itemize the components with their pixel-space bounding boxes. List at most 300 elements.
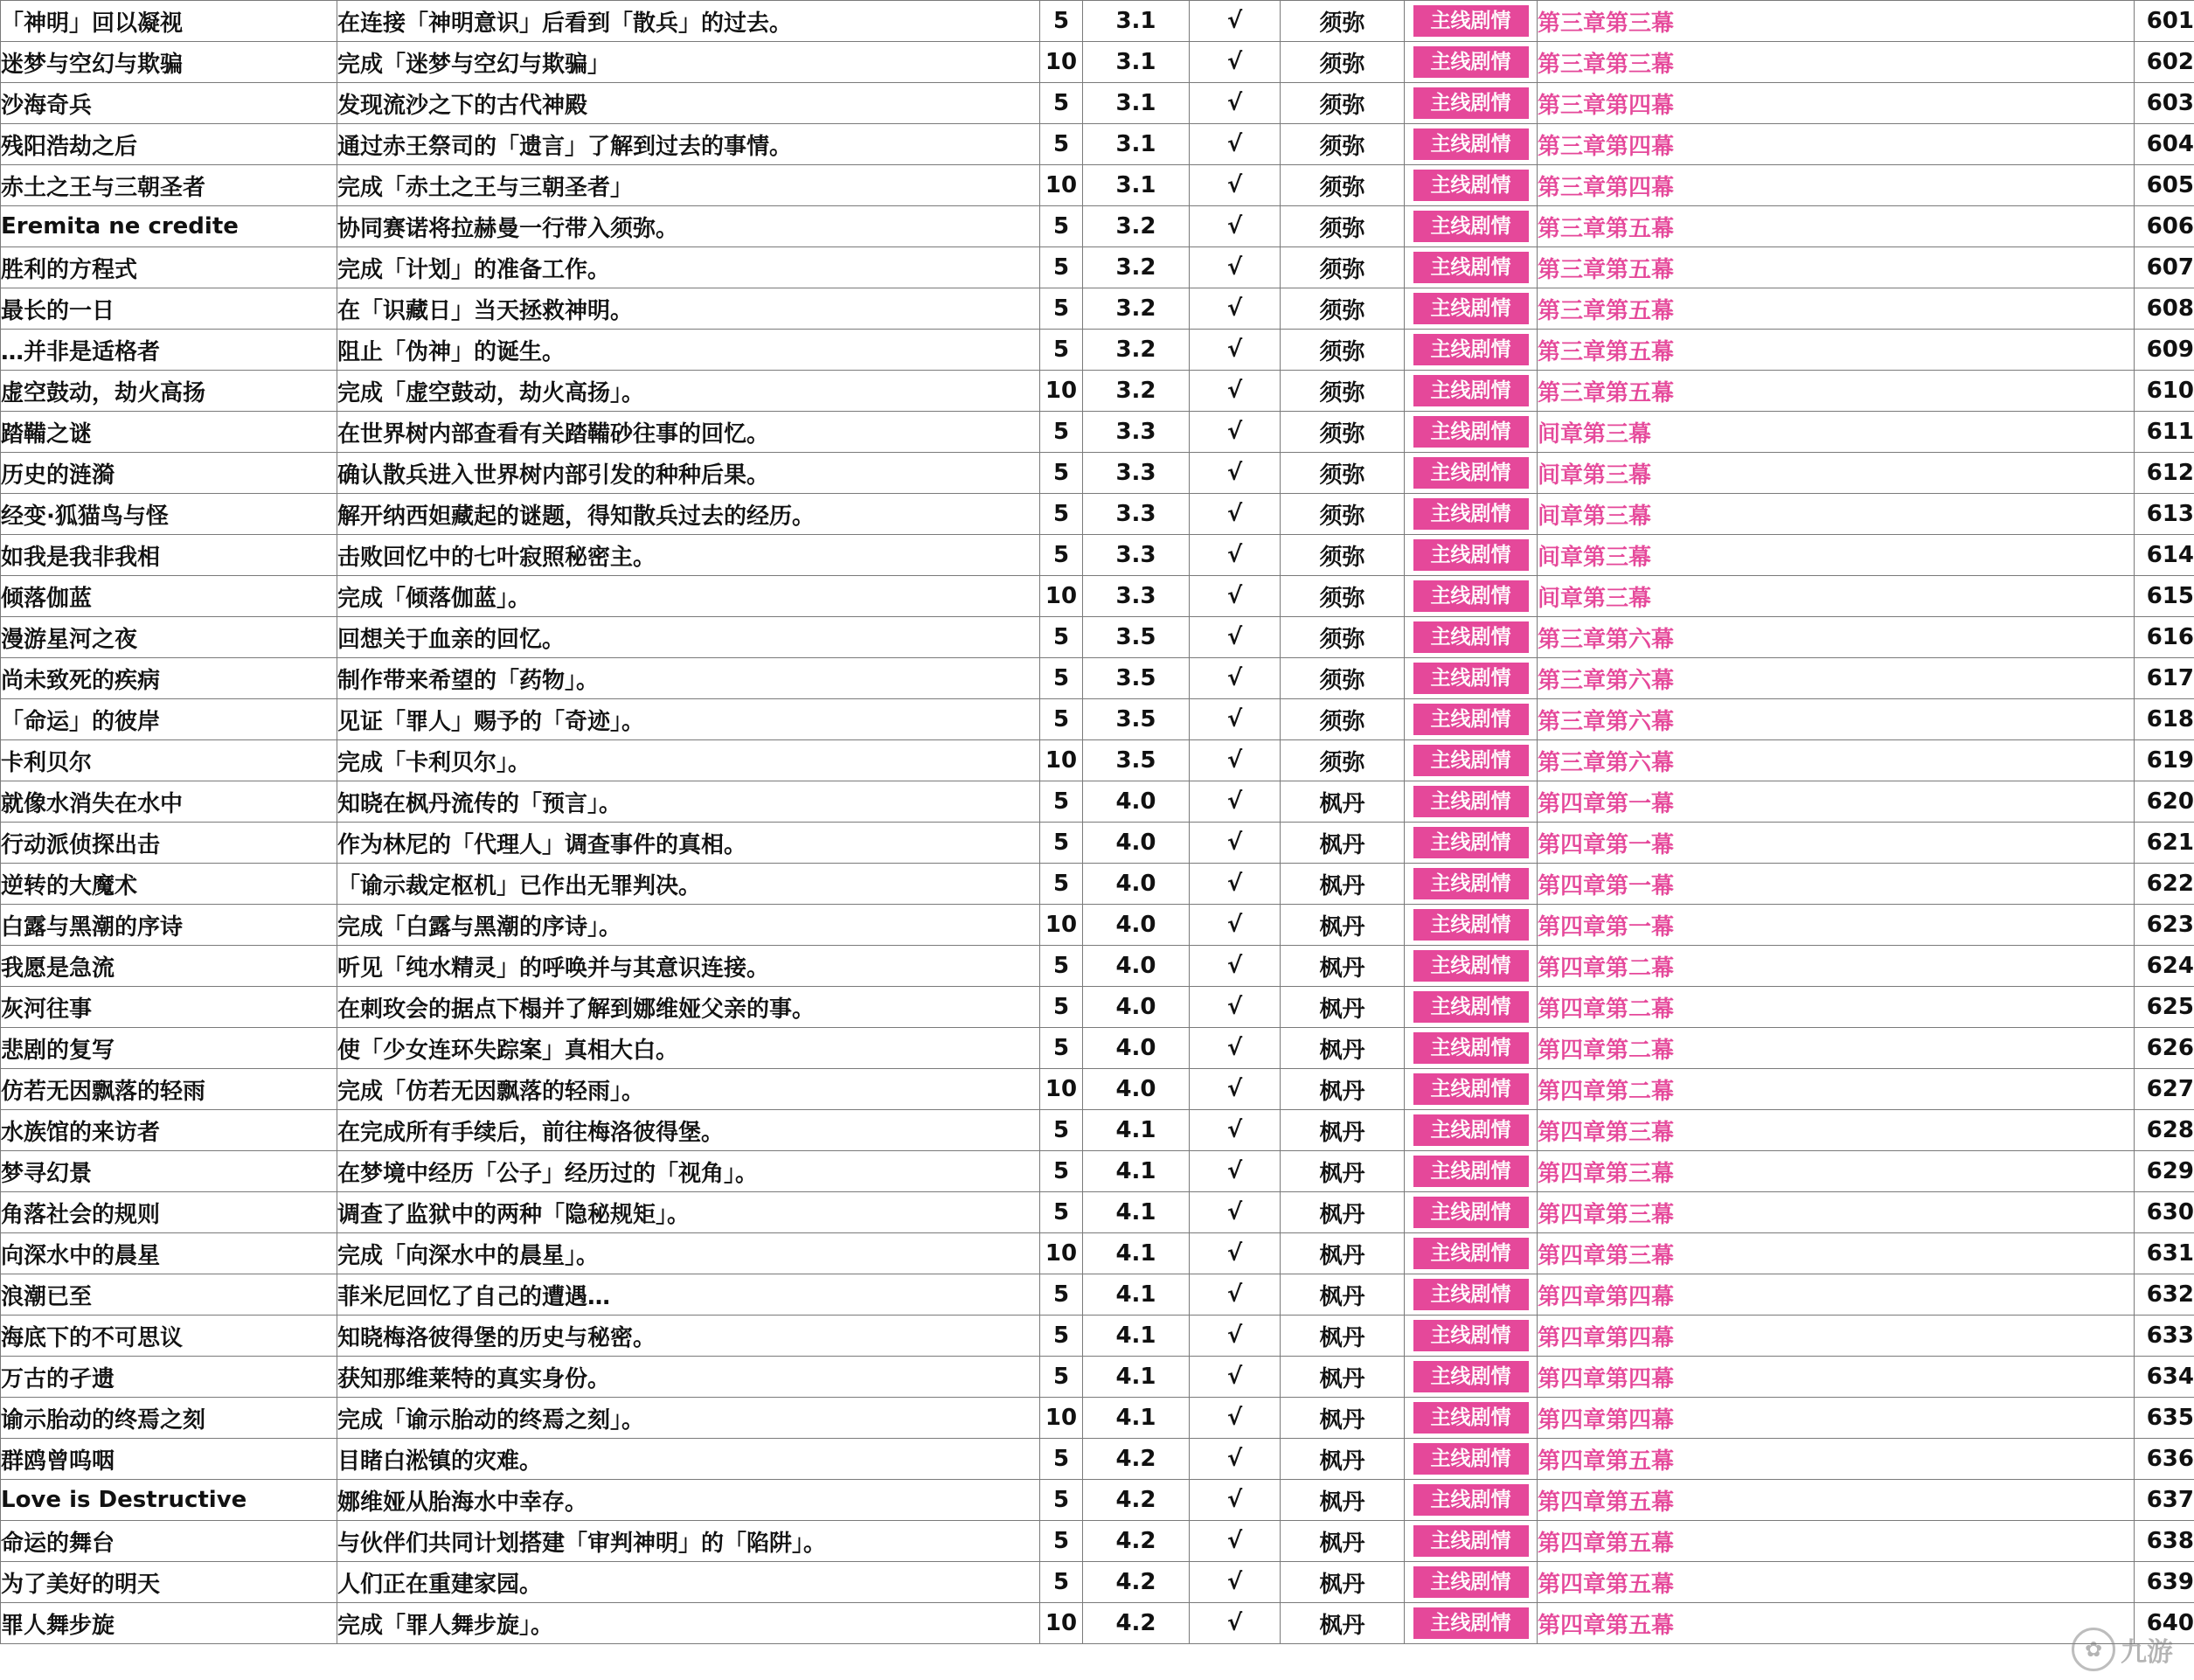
version: 4.2 [1083,1439,1190,1480]
region: 须弥 [1281,535,1405,576]
version: 4.2 [1083,1562,1190,1603]
achievement-id: 623 [2135,905,2194,946]
table-row [1,823,2194,864]
primogem-reward: 5 [1040,1357,1083,1398]
completed-check: √ [1190,535,1281,576]
achievement-description: 协同赛诺将拉赫曼一行带入须弥。 [337,206,1040,247]
achievement-description: 在完成所有手续后，前往梅洛彼得堡。 [337,1110,1040,1151]
quest-type-cell [1405,412,1538,453]
chapter: 第四章第四幕 [1538,1274,2135,1316]
primogem-reward: 5 [1040,781,1083,823]
table-row [1,1151,2194,1192]
version: 3.5 [1083,699,1190,740]
version: 4.2 [1083,1603,1190,1644]
achievement-description: 作为林尼的「代理人」调查事件的真相。 [337,823,1040,864]
version: 3.3 [1083,453,1190,494]
primogem-reward: 5 [1040,1110,1083,1151]
achievement-id: 619 [2135,740,2194,781]
quest-type-cell [1405,165,1538,206]
achievement-name: Eremita ne credite [1,206,337,247]
region: 枫丹 [1281,1028,1405,1069]
completed-check: √ [1190,1,1281,42]
primogem-reward: 5 [1040,617,1083,658]
achievement-description: 人们正在重建家园。 [337,1562,1040,1603]
achievement-id: 602 [2135,42,2194,83]
achievement-description: 与伙伴们共同计划搭建「审判神明」的「陷阱」。 [337,1521,1040,1562]
chapter: 第三章第五幕 [1538,288,2135,330]
primogem-reward: 10 [1040,42,1083,83]
primogem-reward: 5 [1040,453,1083,494]
quest-type-cell [1405,946,1538,987]
quest-type-cell [1405,247,1538,288]
region: 枫丹 [1281,864,1405,905]
quest-type-tag: 主线剧情 [1413,580,1529,612]
quest-type-cell [1405,1069,1538,1110]
achievement-description: 「谕示裁定枢机」已作出无罪判决。 [337,864,1040,905]
achievement-name: 赤土之王与三朝圣者 [1,165,337,206]
region: 枫丹 [1281,1521,1405,1562]
achievement-id: 604 [2135,124,2194,165]
completed-check: √ [1190,206,1281,247]
quest-type-cell [1405,206,1538,247]
primogem-reward: 5 [1040,247,1083,288]
primogem-reward: 10 [1040,165,1083,206]
achievement-id: 632 [2135,1274,2194,1316]
table-row [1,1028,2194,1069]
primogem-reward: 5 [1040,124,1083,165]
quest-type-cell [1405,1480,1538,1521]
quest-type-tag: 主线剧情 [1413,5,1529,37]
completed-check: √ [1190,946,1281,987]
table-row [1,946,2194,987]
achievement-description: 完成「谕示胎动的终焉之刻」。 [337,1398,1040,1439]
version: 3.5 [1083,658,1190,699]
region: 枫丹 [1281,1562,1405,1603]
version: 3.5 [1083,617,1190,658]
region: 须弥 [1281,740,1405,781]
table-row [1,781,2194,823]
primogem-reward: 5 [1040,412,1083,453]
version: 4.1 [1083,1192,1190,1233]
achievement-name: 经变·狐猫鸟与怪 [1,494,337,535]
version: 3.1 [1083,124,1190,165]
achievement-description: 目睹白淞镇的灾难。 [337,1439,1040,1480]
version: 4.0 [1083,1069,1190,1110]
version: 3.2 [1083,206,1190,247]
achievement-description: 娜维娅从胎海水中幸存。 [337,1480,1040,1521]
achievement-id: 614 [2135,535,2194,576]
quest-type-tag: 主线剧情 [1413,1238,1529,1269]
achievement-description: 在梦境中经历「公子」经历过的「视角」。 [337,1151,1040,1192]
primogem-reward: 10 [1040,1398,1083,1439]
chapter: 第三章第四幕 [1538,83,2135,124]
completed-check: √ [1190,1192,1281,1233]
chapter: 第四章第三幕 [1538,1110,2135,1151]
region: 枫丹 [1281,1316,1405,1357]
primogem-reward: 5 [1040,494,1083,535]
completed-check: √ [1190,494,1281,535]
region: 须弥 [1281,658,1405,699]
quest-type-cell [1405,1357,1538,1398]
achievement-id: 615 [2135,576,2194,617]
completed-check: √ [1190,1439,1281,1480]
achievement-id: 622 [2135,864,2194,905]
region: 枫丹 [1281,1069,1405,1110]
region: 枫丹 [1281,1357,1405,1398]
version: 4.2 [1083,1521,1190,1562]
completed-check: √ [1190,1028,1281,1069]
achievement-name: 我愿是急流 [1,946,337,987]
quest-type-tag: 主线剧情 [1413,1114,1529,1146]
achievement-name: 行动派侦探出击 [1,823,337,864]
version: 4.0 [1083,864,1190,905]
achievement-id: 603 [2135,83,2194,124]
chapter: 第四章第五幕 [1538,1562,2135,1603]
quest-type-tag: 主线剧情 [1413,1032,1529,1064]
completed-check: √ [1190,864,1281,905]
quest-type-tag: 主线剧情 [1413,211,1529,242]
region: 须弥 [1281,206,1405,247]
quest-type-tag: 主线剧情 [1413,1607,1529,1639]
version: 4.1 [1083,1233,1190,1274]
quest-type-cell [1405,1,1538,42]
achievement-description: 完成「仿若无因飘落的轻雨」。 [337,1069,1040,1110]
quest-type-tag: 主线剧情 [1413,1443,1529,1475]
achievement-description: 完成「虚空鼓动，劫火高扬」。 [337,371,1040,412]
table-row [1,1603,2194,1644]
achievement-id: 612 [2135,453,2194,494]
primogem-reward: 5 [1040,535,1083,576]
version: 3.1 [1083,83,1190,124]
completed-check: √ [1190,1274,1281,1316]
table-row [1,412,2194,453]
chapter: 第四章第一幕 [1538,864,2135,905]
primogem-reward: 5 [1040,823,1083,864]
quest-type-cell [1405,658,1538,699]
achievement-description: 调查了监狱中的两种「隐秘规矩」。 [337,1192,1040,1233]
chapter: 第四章第一幕 [1538,905,2135,946]
achievement-id: 610 [2135,371,2194,412]
completed-check: √ [1190,1398,1281,1439]
achievement-description: 在世界树内部查看有关踏鞴砂往事的回忆。 [337,412,1040,453]
completed-check: √ [1190,1480,1281,1521]
completed-check: √ [1190,617,1281,658]
table-row [1,371,2194,412]
completed-check: √ [1190,1316,1281,1357]
achievement-description: 完成「计划」的准备工作。 [337,247,1040,288]
table-row [1,165,2194,206]
primogem-reward: 10 [1040,371,1083,412]
quest-type-tag: 主线剧情 [1413,1320,1529,1351]
quest-type-cell [1405,576,1538,617]
table-row [1,699,2194,740]
achievement-id: 633 [2135,1316,2194,1357]
quest-type-tag: 主线剧情 [1413,375,1529,406]
table-row [1,206,2194,247]
quest-type-tag: 主线剧情 [1413,991,1529,1023]
achievement-name: 迷梦与空幻与欺骗 [1,42,337,83]
achievement-description: 通过赤王祭司的「遗言」了解到过去的事情。 [337,124,1040,165]
quest-type-cell [1405,83,1538,124]
version: 3.1 [1083,42,1190,83]
completed-check: √ [1190,371,1281,412]
primogem-reward: 5 [1040,1480,1083,1521]
region: 枫丹 [1281,1398,1405,1439]
achievement-name: …并非是适格者 [1,330,337,371]
completed-check: √ [1190,699,1281,740]
version: 3.2 [1083,247,1190,288]
chapter: 第四章第一幕 [1538,781,2135,823]
quest-type-tag: 主线剧情 [1413,293,1529,324]
quest-type-cell [1405,617,1538,658]
table-row [1,1480,2194,1521]
table-row [1,617,2194,658]
achievement-id: 640 [2135,1603,2194,1644]
quest-type-cell [1405,1151,1538,1192]
chapter: 第四章第四幕 [1538,1316,2135,1357]
region: 枫丹 [1281,823,1405,864]
version: 4.0 [1083,1028,1190,1069]
quest-type-tag: 主线剧情 [1413,1566,1529,1598]
quest-type-cell [1405,42,1538,83]
achievement-name: 「神明」回以凝视 [1,1,337,42]
chapter: 第四章第二幕 [1538,987,2135,1028]
chapter: 第四章第五幕 [1538,1521,2135,1562]
quest-type-tag: 主线剧情 [1413,827,1529,858]
achievement-id: 616 [2135,617,2194,658]
achievement-id: 613 [2135,494,2194,535]
quest-type-cell [1405,535,1538,576]
achievement-name: 尚未致死的疾病 [1,658,337,699]
quest-type-tag: 主线剧情 [1413,334,1529,365]
quest-type-tag: 主线剧情 [1413,498,1529,530]
version: 3.2 [1083,288,1190,330]
achievement-id: 638 [2135,1521,2194,1562]
quest-type-cell [1405,124,1538,165]
quest-type-cell [1405,1316,1538,1357]
table-row [1,247,2194,288]
completed-check: √ [1190,1110,1281,1151]
primogem-reward: 10 [1040,576,1083,617]
table-row [1,453,2194,494]
chapter: 第四章第四幕 [1538,1357,2135,1398]
table-row [1,1274,2194,1316]
region: 枫丹 [1281,987,1405,1028]
table-row [1,576,2194,617]
quest-type-tag: 主线剧情 [1413,950,1529,982]
achievement-id: 631 [2135,1233,2194,1274]
chapter: 第四章第二幕 [1538,946,2135,987]
completed-check: √ [1190,165,1281,206]
achievement-name: 灰河往事 [1,987,337,1028]
completed-check: √ [1190,1151,1281,1192]
primogem-reward: 10 [1040,905,1083,946]
quest-type-tag: 主线剧情 [1413,1156,1529,1187]
quest-type-tag: 主线剧情 [1413,1073,1529,1105]
quest-type-cell [1405,1110,1538,1151]
quest-type-cell [1405,905,1538,946]
achievement-id: 609 [2135,330,2194,371]
version: 3.3 [1083,494,1190,535]
version: 4.1 [1083,1357,1190,1398]
region: 枫丹 [1281,1110,1405,1151]
achievement-name: 海底下的不可思议 [1,1316,337,1357]
achievement-name: Love is Destructive [1,1480,337,1521]
achievement-description: 在「识藏日」当天拯救神明。 [337,288,1040,330]
achievement-description: 完成「向深水中的晨星」。 [337,1233,1040,1274]
chapter: 第三章第六幕 [1538,658,2135,699]
achievement-description: 完成「卡利贝尔」。 [337,740,1040,781]
achievement-name: 向深水中的晨星 [1,1233,337,1274]
region: 须弥 [1281,83,1405,124]
quest-type-cell [1405,1562,1538,1603]
achievement-name: 梦寻幻景 [1,1151,337,1192]
completed-check: √ [1190,1233,1281,1274]
table-row [1,124,2194,165]
achievement-name: 仿若无因飘落的轻雨 [1,1069,337,1110]
quest-type-cell [1405,1233,1538,1274]
completed-check: √ [1190,330,1281,371]
achievement-id: 639 [2135,1562,2194,1603]
region: 枫丹 [1281,1480,1405,1521]
chapter: 第三章第五幕 [1538,330,2135,371]
quest-type-cell [1405,1439,1538,1480]
chapter: 间章第三幕 [1538,494,2135,535]
quest-type-cell [1405,1603,1538,1644]
quest-type-cell [1405,371,1538,412]
achievement-description: 菲米尼回忆了自己的遭遇… [337,1274,1040,1316]
chapter: 第三章第五幕 [1538,247,2135,288]
completed-check: √ [1190,1603,1281,1644]
completed-check: √ [1190,453,1281,494]
quest-type-tag: 主线剧情 [1413,1525,1529,1557]
achievement-description: 击败回忆中的七叶寂照秘密主。 [337,535,1040,576]
achievement-id: 636 [2135,1439,2194,1480]
region: 须弥 [1281,412,1405,453]
version: 4.1 [1083,1316,1190,1357]
achievement-description: 完成「罪人舞步旋」。 [337,1603,1040,1644]
version: 4.0 [1083,946,1190,987]
achievement-description: 见证「罪人」赐予的「奇迹」。 [337,699,1040,740]
achievement-name: 命运的舞台 [1,1521,337,1562]
version: 3.2 [1083,371,1190,412]
achievement-id: 627 [2135,1069,2194,1110]
completed-check: √ [1190,1562,1281,1603]
quest-type-tag: 主线剧情 [1413,1361,1529,1392]
achievement-rows [1,1,2194,1644]
achievement-name: 残阳浩劫之后 [1,124,337,165]
table-row [1,1,2194,42]
table-row [1,987,2194,1028]
region: 须弥 [1281,42,1405,83]
primogem-reward: 10 [1040,1069,1083,1110]
chapter: 第三章第六幕 [1538,617,2135,658]
completed-check: √ [1190,1069,1281,1110]
region: 须弥 [1281,124,1405,165]
primogem-reward: 5 [1040,1316,1083,1357]
quest-type-cell [1405,740,1538,781]
primogem-reward: 5 [1040,1274,1083,1316]
quest-type-cell [1405,1398,1538,1439]
version: 4.0 [1083,823,1190,864]
table-row [1,1069,2194,1110]
primogem-reward: 5 [1040,288,1083,330]
region: 须弥 [1281,453,1405,494]
region: 枫丹 [1281,1603,1405,1644]
achievement-name: 万古的孑遗 [1,1357,337,1398]
quest-type-tag: 主线剧情 [1413,786,1529,817]
chapter: 第四章第五幕 [1538,1480,2135,1521]
completed-check: √ [1190,781,1281,823]
quest-type-tag: 主线剧情 [1413,539,1529,571]
achievement-name: 为了美好的明天 [1,1562,337,1603]
primogem-reward: 10 [1040,1233,1083,1274]
table-row [1,330,2194,371]
achievement-description: 阻止「伪神」的诞生。 [337,330,1040,371]
version: 4.1 [1083,1398,1190,1439]
achievement-description: 知晓梅洛彼得堡的历史与秘密。 [337,1316,1040,1357]
achievement-name: 谕示胎动的终焉之刻 [1,1398,337,1439]
quest-type-tag: 主线剧情 [1413,416,1529,448]
chapter: 第三章第三幕 [1538,1,2135,42]
achievement-id: 601 [2135,1,2194,42]
primogem-reward: 5 [1040,864,1083,905]
quest-type-tag: 主线剧情 [1413,1197,1529,1228]
achievement-id: 630 [2135,1192,2194,1233]
version: 4.0 [1083,905,1190,946]
completed-check: √ [1190,905,1281,946]
primogem-reward: 5 [1040,1151,1083,1192]
version: 3.1 [1083,165,1190,206]
achievement-name: 白露与黑潮的序诗 [1,905,337,946]
table-row [1,1233,2194,1274]
completed-check: √ [1190,83,1281,124]
quest-type-cell [1405,823,1538,864]
table-row [1,1562,2194,1603]
completed-check: √ [1190,658,1281,699]
region: 须弥 [1281,288,1405,330]
table-row [1,1316,2194,1357]
primogem-reward: 5 [1040,1,1083,42]
quest-type-cell [1405,288,1538,330]
table-row [1,1110,2194,1151]
primogem-reward: 10 [1040,1603,1083,1644]
table-row [1,658,2194,699]
achievement-description: 在刺玫会的据点下榻并了解到娜维娅父亲的事。 [337,987,1040,1028]
achievement-description: 制作带来希望的「药物」。 [337,658,1040,699]
achievement-name: 最长的一日 [1,288,337,330]
region: 须弥 [1281,699,1405,740]
completed-check: √ [1190,823,1281,864]
completed-check: √ [1190,1521,1281,1562]
table-row [1,288,2194,330]
achievement-id: 618 [2135,699,2194,740]
chapter: 间章第三幕 [1538,535,2135,576]
completed-check: √ [1190,247,1281,288]
version: 3.3 [1083,412,1190,453]
primogem-reward: 5 [1040,206,1083,247]
quest-type-cell [1405,1192,1538,1233]
table-row [1,1521,2194,1562]
region: 须弥 [1281,247,1405,288]
achievement-name: 虚空鼓动，劫火高扬 [1,371,337,412]
achievement-name: 逆转的大魔术 [1,864,337,905]
version: 4.0 [1083,987,1190,1028]
achievement-description: 发现流沙之下的古代神殿 [337,83,1040,124]
achievement-id: 608 [2135,288,2194,330]
region: 枫丹 [1281,946,1405,987]
chapter: 第四章第三幕 [1538,1192,2135,1233]
